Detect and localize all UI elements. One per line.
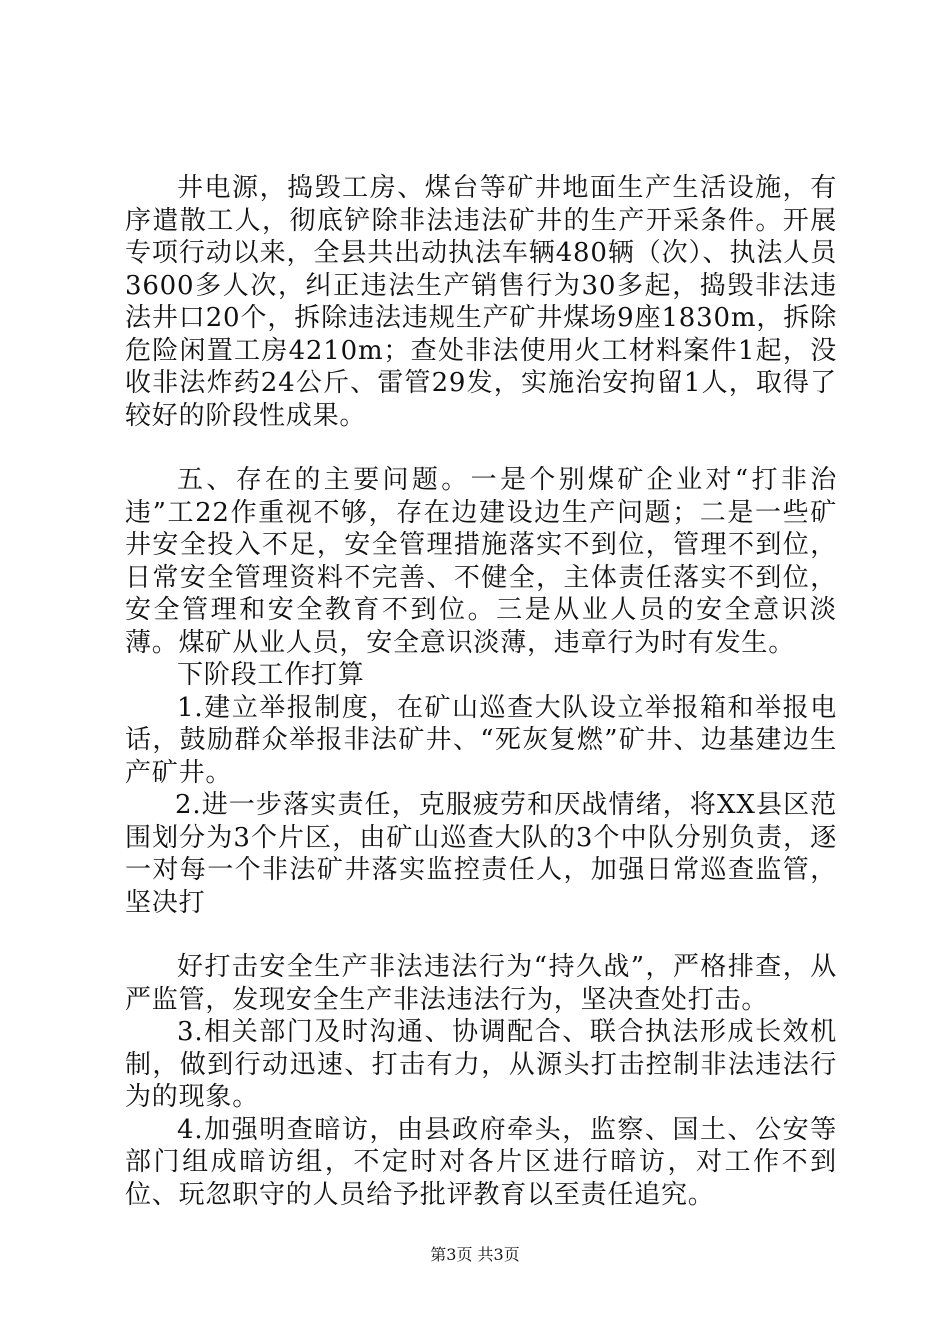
document-body [125, 172, 837, 1211]
paragraph-main-problems: 五、存在的主要问题。一是个别煤矿企业对“打非治违”工22作重视不够，存在边建设边生产问题；二是一些矿井安全投入不足，安全管理措施落实不到位，管理不到位，日常安全管理资料不完善、不健全，主体责任落实不到位，安全管理和安全教育不到位。三是从业人员的安全意识淡薄。煤矿从业人员，安全意识淡薄，违章行为时有发生。 [125, 465, 837, 658]
page-number-footer: 第3页 共3页 [430, 1245, 520, 1264]
paragraph-plan-item-1: 1.建立举报制度，在矿山巡查大队设立举报箱和举报电话，鼓励群众举报非法矿井、“死灰复燃”矿井、边基建边生产矿井。 [125, 692, 837, 788]
paragraph-next-plan-heading: 下阶段工作打算 [177, 660, 365, 690]
paragraph-plan-item-2-continued: 好打击安全生产非法违法行为“持久战”，严格排查，从严监管，发现安全生产非法违法行为，坚决查处打击。 [125, 952, 837, 1015]
paragraph-plan-item-4: 4.加强明查暗访，由县政府牵头，监察、国土、公安等部门组成暗访组，不定时对各片区进行暗访，对工作不到位、玩忽职守的人员给予批评教育以至责任追究。 [125, 1114, 837, 1210]
paragraph-plan-item-3: 3.相关部门及时沟通、协调配合、联合执法形成长效机制，做到行动迅速、打击有力，从源头打击控制非法违法行为的现象。 [125, 1017, 837, 1112]
paragraph-plan-item-2: 2.进一步落实责任，克服疲劳和厌战情绪，将XX县区范围划分为3个片区，由矿山巡查大队的3个中队分别负责，逐一对每一个非法矿井落实监控责任人，加强日常巡查监管，坚决打 [125, 790, 837, 918]
paragraph-enforcement-results: 井电源，捣毁工房、煤台等矿井地面生产生活设施，有序遣散工人，彻底铲除非法违法矿井的生产开采条件。开展专项行动以来，全县共出动执法车辆480辆（次）、执法人员3600多人次，纠正违法生产销售行为30多起，捣毁非法违法井口20个，拆除违法违规生产矿井煤场9座1830m，拆除危险闲置工房4210m；查处非法使用火工材料案件1起，没收非法炸药24公斤、雷管29发，实施治安拘留1人，取得了较好的阶段性成果。 [125, 173, 837, 431]
